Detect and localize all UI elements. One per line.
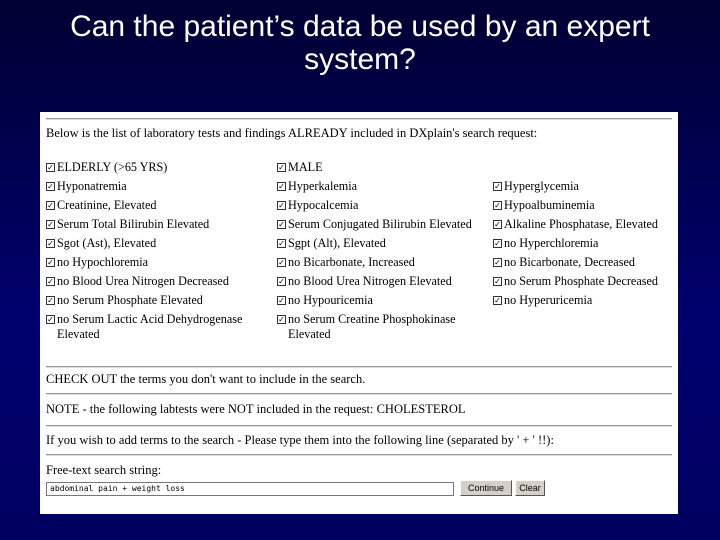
clear-button[interactable]: Clear [515,480,545,496]
finding-item[interactable] [493,198,672,213]
checked-checkbox-icon[interactable] [46,258,55,267]
finding-label: no Serum Phosphate Elevated [57,293,203,307]
empty-cell [493,312,672,342]
checked-checkbox-icon[interactable] [493,277,502,286]
dxplain-panel [40,112,678,514]
finding-item[interactable] [46,179,277,194]
checked-checkbox-icon[interactable] [46,315,55,324]
finding-item[interactable] [46,198,277,213]
finding-label: Hypoalbuminemia [504,198,595,212]
slide-title-line-1: Can the patient’s data be used by an expert [70,10,650,43]
finding-label: Hypocalcemia [288,198,359,212]
checked-checkbox-icon[interactable] [493,201,502,210]
checked-checkbox-icon[interactable] [493,258,502,267]
finding-label: Hyponatremia [57,179,127,193]
free-text-label: Free-text search string: [46,463,162,477]
check-out-note: CHECK OUT the terms you don't want to include in the search. [46,372,366,386]
finding-label: Serum Conjugated Bilirubin Elevated [288,217,472,231]
finding-label: no Bicarbonate, Increased [288,255,415,269]
finding-label: Hyperkalemia [288,179,358,193]
finding-label: no Blood Urea Nitrogen Decreased [57,274,229,288]
intro-text: Below is the list of laboratory tests and findings ALREADY included in DXplain's search request: [46,126,538,140]
finding-item[interactable] [493,236,672,251]
checked-checkbox-icon[interactable] [277,220,286,229]
checked-checkbox-icon[interactable] [46,182,55,191]
slide-title-line-2: system? [304,43,416,76]
checked-checkbox-icon[interactable] [493,296,502,305]
findings-grid [46,160,672,342]
finding-label: MALE [288,160,323,174]
finding-item[interactable] [493,217,672,232]
checked-checkbox-icon[interactable] [277,277,286,286]
finding-item[interactable] [46,236,277,251]
checked-checkbox-icon[interactable] [493,182,502,191]
finding-label: Sgot (Ast), Elevated [57,236,157,250]
finding-label: no Hyperuricemia [504,293,593,307]
finding-item[interactable] [277,160,493,175]
checked-checkbox-icon[interactable] [277,296,286,305]
finding-label: no Hyperchloremia [504,236,599,250]
checked-checkbox-icon[interactable] [46,239,55,248]
checked-checkbox-icon[interactable] [277,163,286,172]
finding-item[interactable] [277,198,493,213]
excluded-tests-note: NOTE - the following labtests were NOT included in the request: CHOLESTEROL [46,402,466,416]
finding-item[interactable] [277,312,493,342]
checked-checkbox-icon[interactable] [46,296,55,305]
checked-checkbox-icon[interactable] [277,239,286,248]
finding-label: Sgpt (Alt), Elevated [288,236,386,250]
divider [46,366,672,368]
empty-cell [493,160,672,175]
checked-checkbox-icon[interactable] [46,201,55,210]
finding-item[interactable] [493,274,672,289]
finding-label: no Bicarbonate, Decreased [504,255,635,269]
continue-button[interactable]: Continue [460,480,512,496]
finding-label: ELDERLY (>65 YRS) [57,160,168,174]
finding-item[interactable] [46,293,277,308]
divider [46,425,672,427]
finding-item[interactable] [277,255,493,270]
checked-checkbox-icon[interactable] [46,277,55,286]
finding-label: Alkaline Phosphatase, Elevated [504,217,658,231]
divider [46,454,672,456]
divider [46,393,672,395]
finding-label: no Blood Urea Nitrogen Elevated [288,274,452,288]
finding-item[interactable] [277,217,493,232]
finding-label: no Hypochloremia [57,255,149,269]
finding-item[interactable] [277,236,493,251]
finding-label: Hyperglycemia [504,179,579,193]
add-terms-note: If you wish to add terms to the search - Please type them into the following line (separated by ' + ' !!): [46,433,554,447]
checked-checkbox-icon[interactable] [46,220,55,229]
checked-checkbox-icon[interactable] [277,182,286,191]
finding-item[interactable] [493,179,672,194]
finding-item[interactable] [46,312,277,342]
finding-item[interactable] [46,274,277,289]
finding-label: no Serum Lactic Acid Dehydrogenase Elevated [57,312,243,341]
checked-checkbox-icon[interactable] [277,315,286,324]
finding-label: no Serum Phosphate Decreased [504,274,658,288]
finding-item[interactable] [46,255,277,270]
finding-item[interactable] [493,255,672,270]
slide-title [0,10,720,76]
finding-item[interactable] [46,217,277,232]
finding-item[interactable] [46,160,277,175]
checked-checkbox-icon[interactable] [493,239,502,248]
checked-checkbox-icon[interactable] [493,220,502,229]
finding-item[interactable] [277,274,493,289]
checked-checkbox-icon[interactable] [277,258,286,267]
finding-item[interactable] [493,293,672,308]
finding-item[interactable] [277,293,493,308]
finding-label: Serum Total Bilirubin Elevated [57,217,210,231]
finding-label: Creatinine, Elevated [57,198,157,212]
free-text-search-input[interactable]: abdominal pain + weight loss [46,482,454,496]
finding-label: no Serum Creatine Phosphokinase Elevated [288,312,456,341]
finding-label: no Hypouricemia [288,293,373,307]
checked-checkbox-icon[interactable] [277,201,286,210]
finding-item[interactable] [277,179,493,194]
checked-checkbox-icon[interactable] [46,163,55,172]
divider [46,118,672,120]
